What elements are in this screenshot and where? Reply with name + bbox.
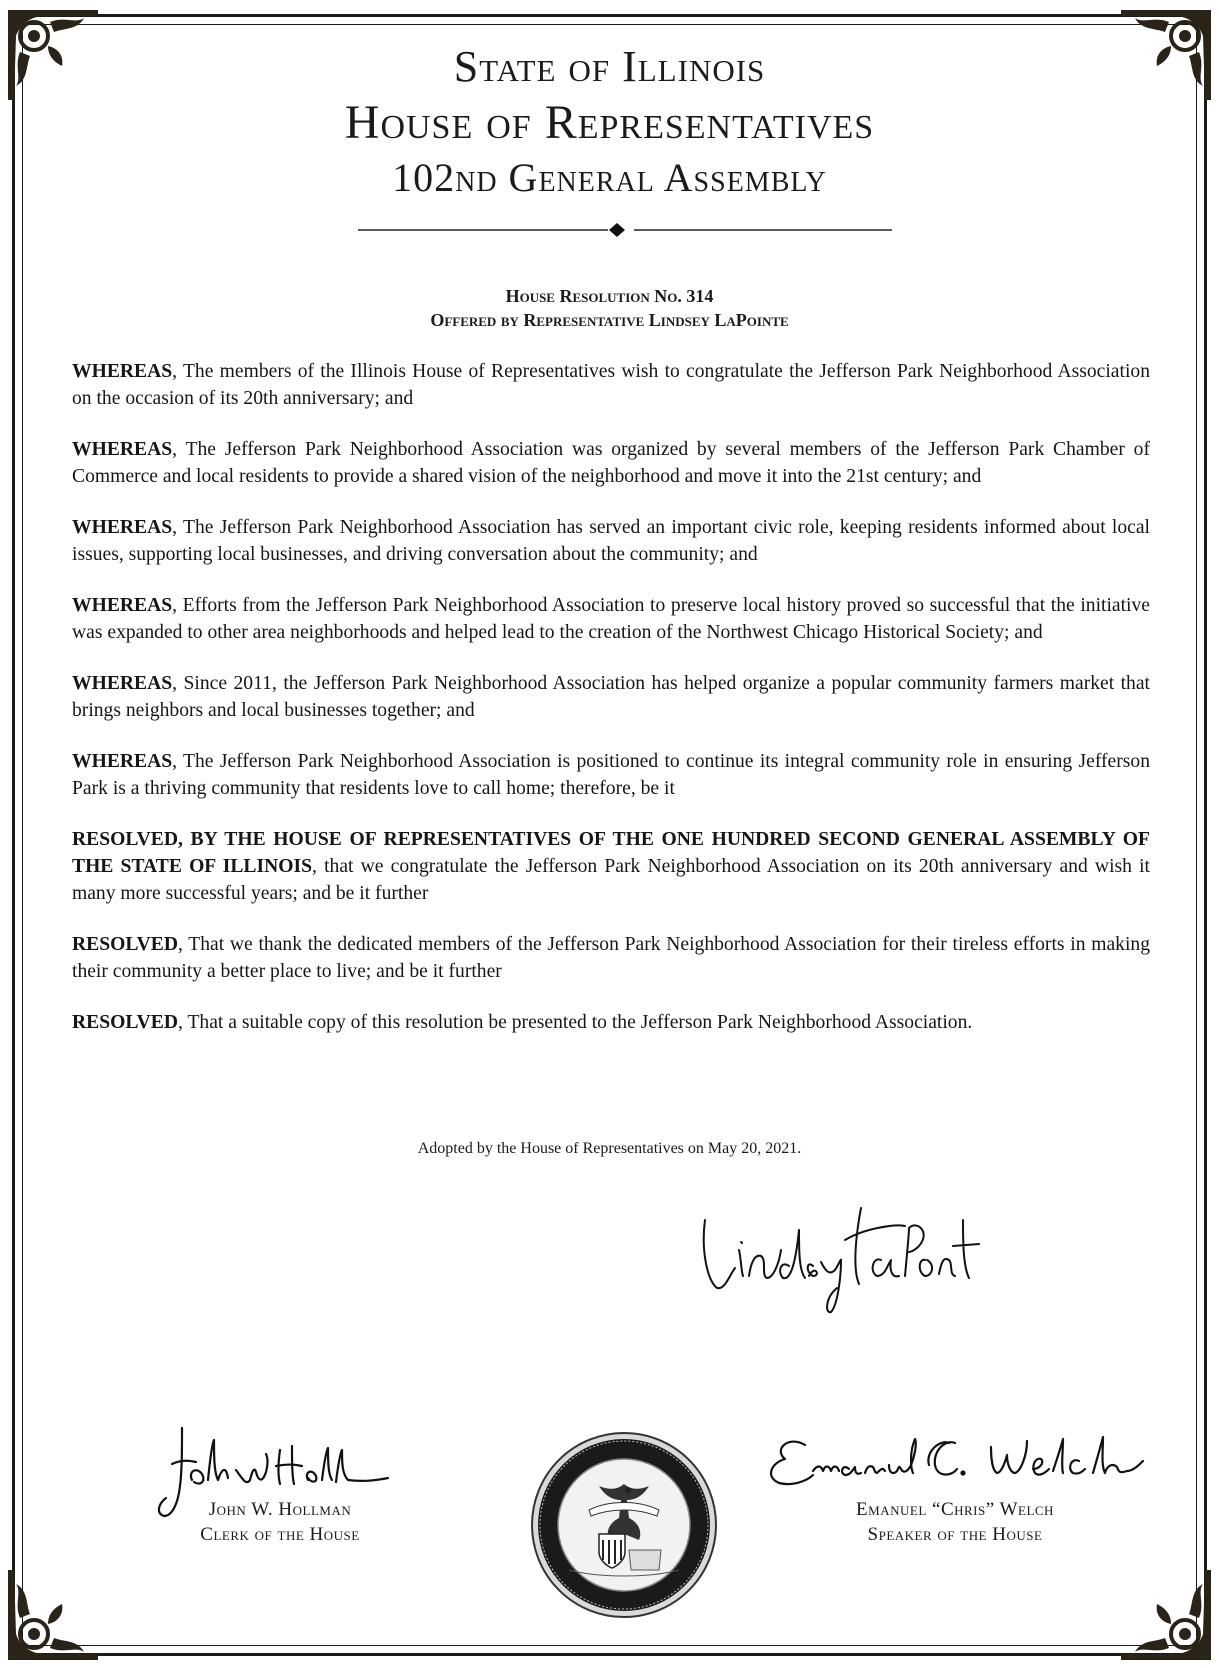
paragraph-text: , that we congratulate the Jefferson Park Neighborhood Association on its 20th anniversary and wish it many more successful years; and be it further [72,856,1151,904]
sponsor-signature [695,1180,985,1320]
corner-ornament-icon [4,1566,102,1664]
paragraph-text: , That we thank the dedicated members of the Jefferson Park Neighborhood Association for their tireless efforts in making their community a better place to live; and be it further [72,934,1150,982]
paragraph-whereas-2 [72,436,1150,490]
paragraph-lead: RESOLVED [72,934,178,955]
clerk-name: John W. Hollman [208,1499,352,1520]
corner-ornament-icon [1117,1566,1215,1664]
paragraph-whereas-5 [72,670,1150,724]
speaker-block [810,1497,1100,1547]
paragraph-whereas-1 [72,358,1150,412]
document-header [0,40,1219,204]
paragraph-whereas-4 [72,592,1150,646]
header-state: State of Illinois [453,42,766,91]
paragraph-whereas-6 [72,748,1150,802]
paragraph-lead: WHEREAS [72,361,173,382]
paragraph-text: , That a suitable copy of this resolution be presented to the Jefferson Park Neighborhood Association. [178,1012,973,1033]
clerk-title: Clerk of the House [200,1524,360,1545]
paragraph-text: , The Jefferson Park Neighborhood Association was organized by several members of the Jefferson Park Chamber of Commerce and local residents to provide a shared vision of the neighborhood and move it into the 21st century; and [72,439,1150,487]
paragraph-whereas-3 [72,514,1150,568]
adoption-date: Adopted by the House of Representatives on May 20, 2021. [417,1140,802,1157]
resolution-number: House Resolution No. 314 [505,286,714,306]
paragraph-lead: WHEREAS [72,673,173,694]
state-seal-icon [529,1430,719,1620]
paragraph-lead: WHEREAS [72,751,173,772]
paragraph-text: , Since 2011, the Jefferson Park Neighborhood Association has helped organize a popular community farmers market that brings neighbors and local businesses together; and [72,673,1150,721]
paragraph-lead: WHEREAS [72,439,173,460]
divider-diamond-icon [358,222,892,238]
clerk-block [150,1497,410,1547]
speaker-title: Speaker of the House [867,1524,1043,1545]
paragraph-text: , The Jefferson Park Neighborhood Association is positioned to continue its integral community role in ensuring Jefferson Park is a thriving community that residents love to call home; therefore, be it [72,751,1150,799]
paragraph-text: , The Jefferson Park Neighborhood Association has served an important civic role, keeping residents informed about local issues, supporting local businesses, and driving conversation about the community; and [72,517,1150,565]
paragraph-resolved-3 [72,1009,1150,1036]
resolution-body [72,358,1150,1060]
paragraph-lead: RESOLVED, BY THE HOUSE OF REPRESENTATIVES OF THE ONE HUNDRED SECOND GENERAL ASSEMBLY OF THE STATE OF ILLINOIS [72,829,1150,877]
resolution-sponsor: Offered by Representative Lindsey LaPointe [430,310,789,330]
resolution-heading [0,284,1219,332]
header-house: House of Representatives [344,96,875,149]
paragraph-resolved-1 [72,826,1150,907]
paragraph-text: , Efforts from the Jefferson Park Neighborhood Association to preserve local history proved so successful that the initiative was expanded to other area neighborhoods and helped lead to the creation of the Northwest Chicago Historical Society; and [72,595,1150,643]
paragraph-resolved-2 [72,931,1150,985]
paragraph-lead: RESOLVED [72,1012,178,1033]
paragraph-lead: WHEREAS [72,517,173,538]
speaker-name: Emanuel “Chris” Welch [856,1499,1054,1520]
header-assembly: 102nd General Assembly [392,155,827,200]
paragraph-text: , The members of the Illinois House of Representatives wish to congratulate the Jefferson Park Neighborhood Association on the occasion of its 20th anniversary; and [72,361,1150,409]
paragraph-lead: WHEREAS [72,595,173,616]
speaker-signature [765,1425,1145,1505]
